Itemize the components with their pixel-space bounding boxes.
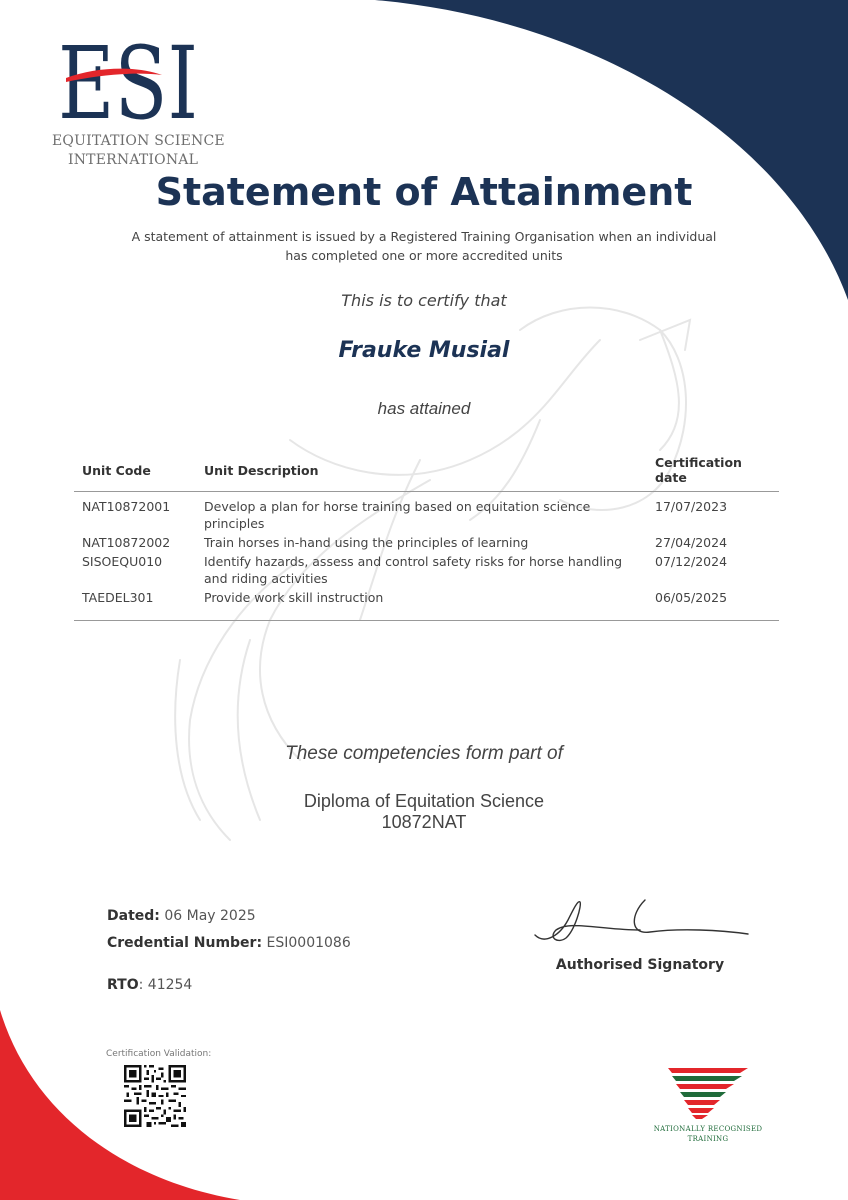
red-corner-swoosh (0, 1010, 240, 1200)
esi-logo-letters: ESI (58, 30, 198, 125)
dated-value: 06 May 2025 (164, 908, 256, 924)
unit-description: Provide work skill instruction (196, 589, 647, 621)
dated-line (107, 908, 256, 924)
unit-code: NAT10872001 (82, 499, 171, 514)
unit-description: Train horses in-hand using the principles of learning (204, 535, 529, 550)
nrt-label-line1: NATIONALLY RECOGNISED (653, 1125, 763, 1133)
credential-value: ESI0001086 (266, 935, 351, 951)
qr-code[interactable] (124, 1065, 186, 1127)
header-unit-description: Unit Description (196, 450, 647, 492)
table-row (74, 589, 779, 621)
rto-label: RTO (107, 977, 139, 993)
competencies-text: These competencies form part of (285, 743, 563, 764)
table-row (74, 492, 779, 535)
qualification (0, 791, 848, 833)
nrt-label (640, 1124, 776, 1144)
certification-date: 17/07/2023 (655, 499, 728, 514)
credential-label: Credential Number: (107, 935, 263, 951)
subtitle: A statement of attainment is issued by a Registered Training Organisation when an individual has completed one or more accredited units (131, 229, 717, 263)
header-unit-code: Unit Code (74, 450, 196, 492)
validation-label: Certification Validation: (106, 1049, 212, 1059)
table-row (74, 534, 779, 553)
qualification-name: Diploma of Equitation Science (303, 791, 545, 811)
rto-line: RTO: 41254 (107, 977, 193, 993)
rto-value: 41254 (147, 977, 193, 993)
certification-date: 06/05/2025 (647, 589, 779, 621)
attained-text: has attained (377, 399, 471, 418)
certification-date: 27/04/2024 (655, 535, 728, 550)
recipient-name: Frauke Musial (338, 338, 510, 363)
unit-code: NAT10872002 (82, 535, 171, 550)
unit-description: Develop a plan for horse training based on equitation science principles (204, 499, 591, 531)
esi-logo (58, 30, 208, 125)
nrt-logo (668, 1066, 748, 1120)
page-title: Statement of Attainment (155, 170, 693, 214)
unit-code: SISOEQU010 (82, 554, 163, 569)
org-name-line2: INTERNATIONAL (68, 152, 199, 168)
org-name-line1: EQUITATION SCIENCE (52, 133, 225, 149)
units-table-header (74, 450, 779, 492)
signature-mark (535, 900, 748, 940)
nrt-label-line2: TRAINING (687, 1135, 729, 1143)
signatory-label: Authorised Signatory (555, 957, 725, 973)
units-table (74, 450, 779, 621)
dated-label: Dated: (107, 908, 160, 924)
credential-line (107, 935, 351, 951)
unit-description: Identify hazards, assess and control safety risks for horse handling and riding activities (204, 554, 623, 586)
header-certification-date: Certification date (647, 450, 779, 492)
certification-date: 07/12/2024 (655, 554, 728, 569)
unit-code: TAEDEL301 (74, 589, 196, 621)
table-row (74, 553, 779, 589)
qualification-code: 10872NAT (381, 812, 467, 832)
certify-text: This is to certify that (341, 291, 507, 310)
